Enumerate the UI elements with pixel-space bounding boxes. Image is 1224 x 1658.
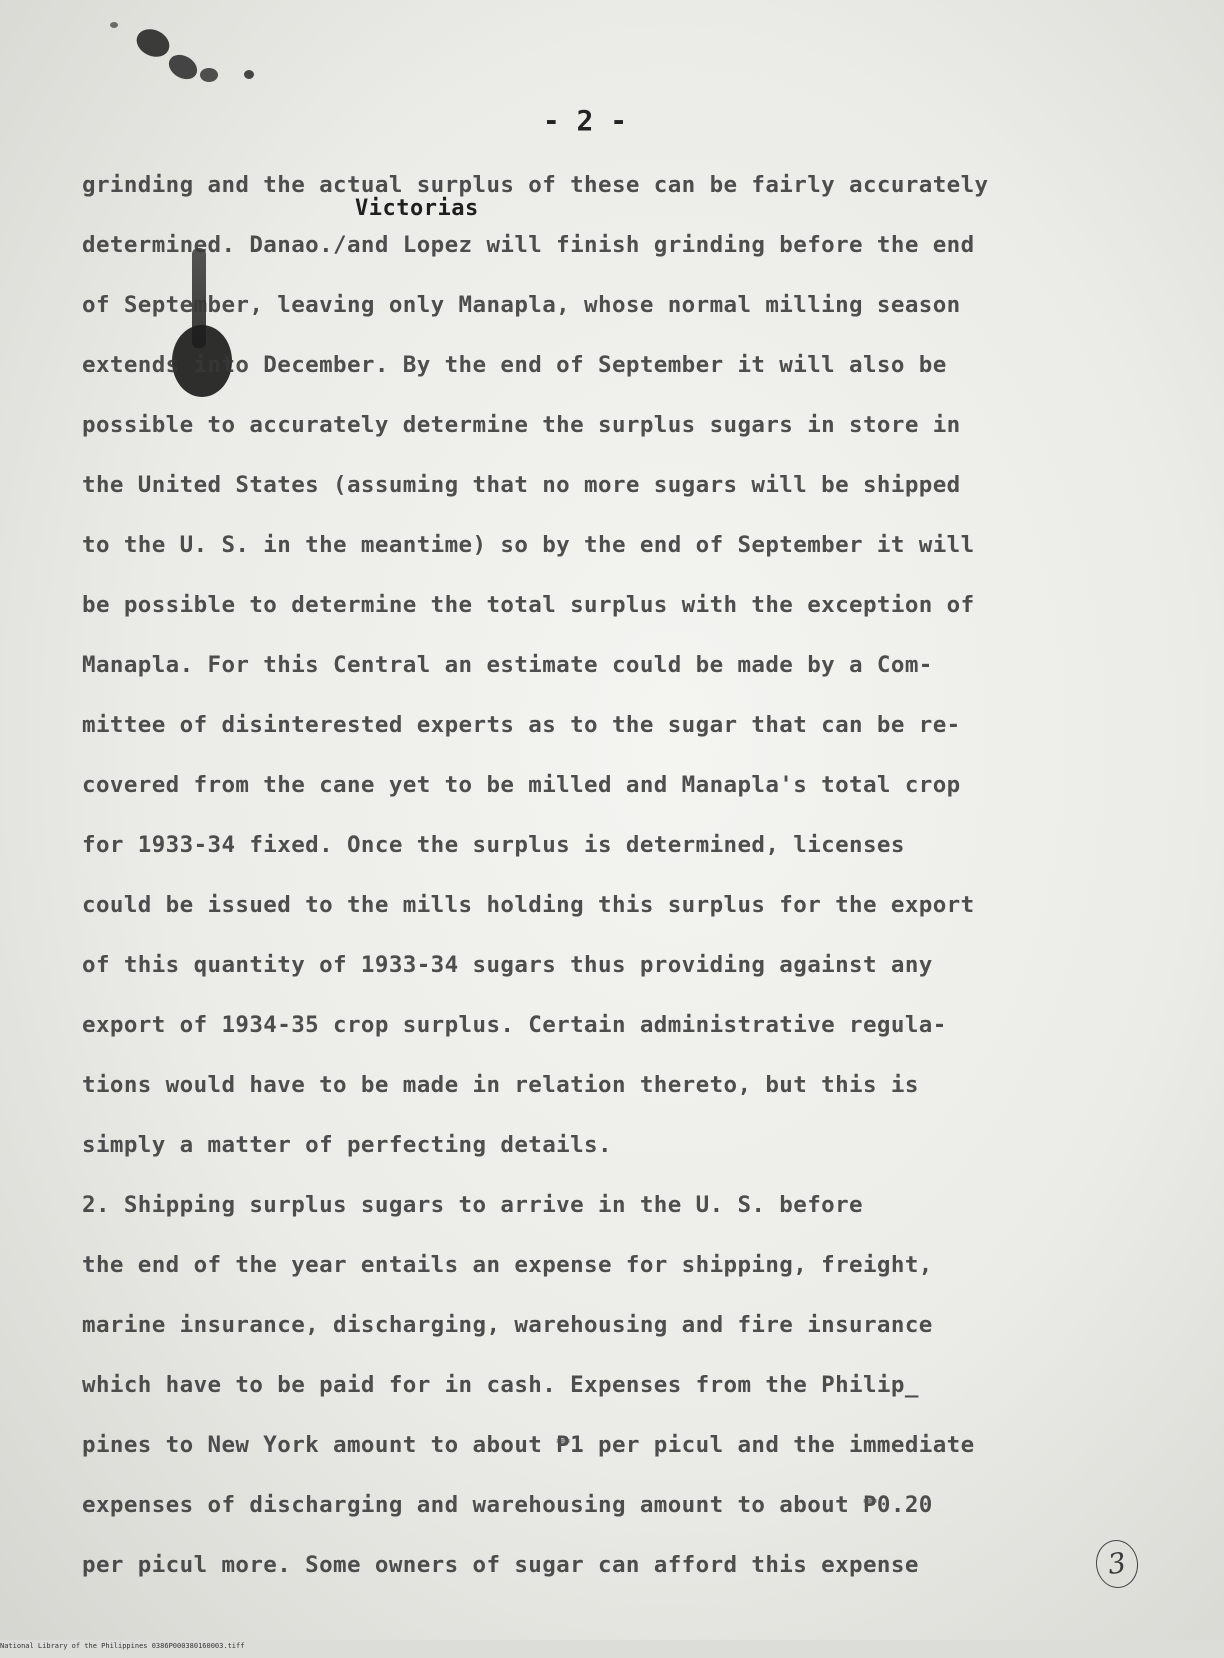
text-line: 2. Shipping surplus sugars to arrive in the U. S. before — [82, 1192, 863, 1218]
text-line: the end of the year entails an expense for shipping, freight, — [82, 1252, 933, 1278]
text-line: extends into December. By the end of September it will also be — [82, 352, 947, 378]
text-line: pines to New York amount to about ₱1 per picul and the immediate — [82, 1432, 975, 1458]
ink-blot — [132, 24, 174, 62]
text-line: expenses of discharging and warehousing amount to about ₱0.20 — [82, 1492, 933, 1518]
page-number: - 2 - — [542, 104, 628, 137]
text-line: of this quantity of 1933-34 sugars thus providing against any — [82, 952, 933, 978]
text-line: export of 1934-35 crop surplus. Certain administrative regula- — [82, 1012, 947, 1038]
text-line: per picul more. Some owners of sugar can afford this expense — [82, 1552, 919, 1578]
text-line: be possible to determine the total surplus with the exception of — [82, 592, 975, 618]
ink-blot — [110, 22, 118, 28]
handwritten-insertion: Victorias — [355, 196, 479, 221]
text-line: simply a matter of perfecting details. — [82, 1132, 612, 1158]
text-line: the United States (assuming that no more sugars will be shipped — [82, 472, 961, 498]
text-line: possible to accurately determine the surplus sugars in store in — [82, 412, 961, 438]
ink-blot — [244, 70, 254, 79]
text-line: marine insurance, discharging, warehousing and fire insurance — [82, 1312, 933, 1338]
text-line: which have to be paid for in cash. Expenses from the Philip_ — [82, 1372, 919, 1398]
text-line: mittee of disinterested experts as to the sugar that can be re- — [82, 712, 961, 738]
text-line: determined. Danao./and Lopez will finish grinding before the end — [82, 232, 975, 258]
text-line: to the U. S. in the meantime) so by the end of September it will — [82, 532, 975, 558]
ink-blot — [165, 50, 202, 84]
text-line: Manapla. For this Central an estimate could be made by a Com- — [82, 652, 933, 678]
text-line: could be issued to the mills holding this surplus for the export — [82, 892, 975, 918]
text-line: grinding and the actual surplus of these can be fairly accurately — [82, 172, 989, 198]
ink-blot — [200, 68, 218, 82]
archive-footer-label: National Library of the Philippines 0386P000380160003.tiff — [0, 1642, 245, 1650]
text-line: of September, leaving only Manapla, whose normal milling season — [82, 292, 961, 318]
text-line: tions would have to be made in relation thereto, but this is — [82, 1072, 919, 1098]
text-line: covered from the cane yet to be milled and Manapla's total crop — [82, 772, 961, 798]
text-line: for 1933-34 fixed. Once the surplus is determined, licenses — [82, 832, 905, 858]
handwritten-page-mark: 3 — [1093, 1537, 1141, 1590]
